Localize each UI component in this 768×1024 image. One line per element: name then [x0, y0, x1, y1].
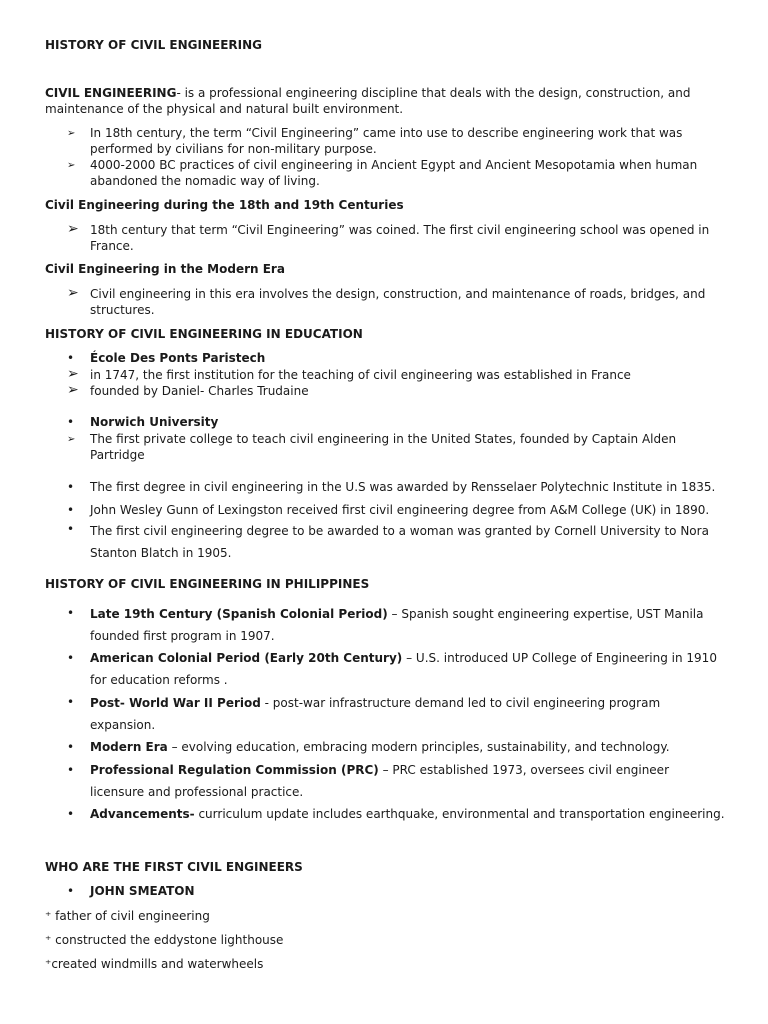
intro-term: CIVIL ENGINEERING — [45, 86, 177, 100]
bullet-icon: • — [67, 740, 75, 754]
list-item: The first degree in civil engineering in the U.S was awarded by Rensselaer Polytechnic Institute in 1835. — [90, 480, 716, 494]
item-title: Post- World War II Period — [90, 696, 261, 710]
list-item: John Wesley Gunn of Lexingston received first civil engineering degree from A&M College (UK) in 1890. — [90, 503, 710, 517]
list-item: in 1747, the first institution for the teaching of civil engineering was established in France — [90, 368, 631, 382]
bullet-icon: • — [67, 503, 75, 517]
item-text: - post-war infrastructure demand led to civil engineering program expansion. — [90, 696, 661, 732]
document-title: HISTORY OF CIVIL ENGINEERING — [45, 38, 263, 52]
list-item — [90, 759, 725, 803]
section-heading-education: HISTORY OF CIVIL ENGINEERING IN EDUCATION — [45, 327, 363, 341]
list-item: In 18th century, the term “Civil Engineering” came into use to describe engineering work that was performed by civilians for non-military purpose. — [90, 126, 683, 156]
list-item — [90, 603, 725, 647]
bullet-icon: • — [67, 651, 75, 665]
item-text: – PRC established 1973, oversees civil engineer licensure and professional practice. — [90, 763, 670, 799]
item-title: Late 19th Century (Spanish Colonial Period) — [90, 607, 388, 621]
item-title: Advancements- — [90, 807, 195, 821]
arrow-bullet-icon: ➢ — [67, 221, 79, 237]
bullet-icon: • — [67, 884, 75, 898]
item-text: – U.S. introduced UP College of Engineering in 1910 for education reforms . — [90, 651, 717, 687]
arrow-bullet-icon: ➢ — [67, 434, 76, 445]
intro-text: - is a professional engineering discipline that deals with the design, construction, and maintenance of the physical and natural built environment. — [45, 86, 691, 116]
list-item: founded by Daniel- Charles Trudaine — [90, 384, 309, 398]
item-title: Modern Era — [90, 740, 168, 754]
norwich-name: Norwich University — [90, 415, 219, 429]
arrow-bullet-icon: ➢ — [67, 382, 79, 398]
item-title: American Colonial Period (Early 20th Century) — [90, 651, 403, 665]
bullet-icon: • — [67, 606, 75, 620]
arrow-bullet-icon: ➢ — [67, 160, 76, 171]
bullet-icon: • — [67, 522, 75, 536]
bullet-icon: • — [67, 480, 75, 494]
intro-paragraph — [45, 85, 725, 117]
bullet-icon: • — [67, 763, 75, 777]
arrow-bullet-icon: ➢ — [67, 285, 79, 301]
list-item — [90, 647, 725, 691]
list-item — [90, 803, 725, 825]
list-item: The first civil engineering degree to be awarded to a woman was granted by Cornell University to Nora Stanton Blatch in 1905. — [90, 524, 709, 560]
list-item: 18th century that term “Civil Engineering” was coined. The first civil engineering school was opened in France. — [90, 223, 710, 253]
section-heading-philippines: HISTORY OF CIVIL ENGINEERING IN PHILIPPINES — [45, 577, 370, 591]
list-item — [90, 736, 725, 758]
item-title: Professional Regulation Commission (PRC) — [90, 763, 379, 777]
list-item — [90, 692, 725, 736]
note-line: ⁺ father of civil engineering — [45, 909, 210, 923]
item-text: – Spanish sought engineering expertise, UST Manila founded first program in 1907. — [90, 607, 704, 643]
note-line: ⁺ constructed the eddystone lighthouse — [45, 933, 284, 947]
bullet-icon: • — [67, 351, 75, 365]
bullet-icon: • — [67, 695, 75, 709]
arrow-bullet-icon: ➢ — [67, 366, 79, 382]
section-heading-18-19: Civil Engineering during the 18th and 19th Centuries — [45, 198, 404, 212]
list-item: Civil engineering in this era involves the design, construction, and maintenance of roads, bridges, and structures. — [90, 287, 706, 317]
item-text: curriculum update includes earthquake, environmental and transportation engineering. — [194, 807, 725, 821]
person-name: JOHN SMEATON — [90, 884, 195, 898]
list-item: The first private college to teach civil engineering in the United States, founded by Captain Alden Partridge — [90, 432, 677, 462]
bullet-icon: • — [67, 807, 75, 821]
list-item: 4000-2000 BC practices of civil engineering in Ancient Egypt and Ancient Mesopotamia when human abandoned the nomadic way of living. — [90, 158, 698, 188]
note-line: ⁺created windmills and waterwheels — [45, 957, 264, 971]
arrow-bullet-icon: ➢ — [67, 128, 76, 139]
bullet-icon: • — [67, 415, 75, 429]
section-heading-modern: Civil Engineering in the Modern Era — [45, 262, 285, 276]
ecole-name: École Des Ponts Paristech — [90, 351, 266, 365]
section-heading-first-engineers: WHO ARE THE FIRST CIVIL ENGINEERS — [45, 860, 303, 874]
item-text: – evolving education, embracing modern principles, sustainability, and technology. — [167, 740, 670, 754]
